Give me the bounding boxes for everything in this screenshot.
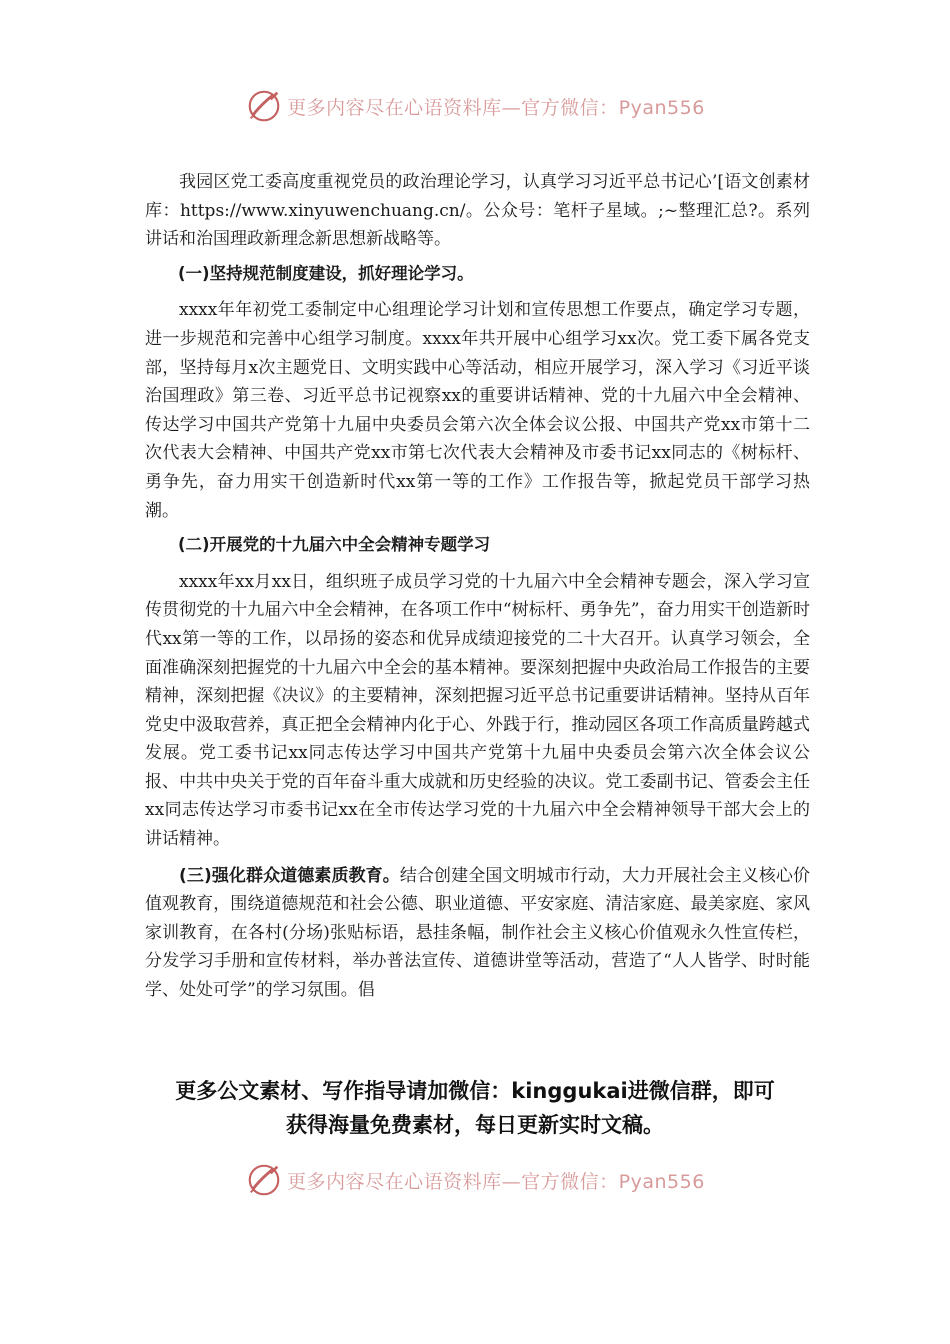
section1-paragraph: xxxx年年初党工委制定中心组理论学习计划和宣传思想工作要点，确定学习专题，进一步规范和完善中心组学习制度。xxxx年共开展中心组学习xx次。党工委下属各党支部，坚持每月x次主题党日、文明实践中心等活动，相应开展学习，深入学习《习近平谈治国理政》第三卷、习近平总书记视察xx的重要讲话精神、党的十九届六中全会精神、传达学习中国共产党第十九届中央委员会第六次全体会议公报、中国共产党xx市第十二次代表大会精神、中国共产党xx市第七次代表大会精神及市委书记xx同志的《树标杆、勇争先，奋力用实干创造新时代xx第一等的工作》工作报告等，掀起党员干部学习热潮。: [145, 300, 810, 521]
section3-heading: (三)强化群众道德素质教育。: [179, 865, 400, 886]
document-body: [145, 168, 810, 1005]
section3-paragraph: [145, 862, 810, 1005]
intro-paragraph: 我园区党工委高度重视党员的政治理论学习，认真学习习近平总书记心’[语文创素材库：https://www.xinyuwenchuang.cn/。公众号：笔杆子星域。;~整理汇总?。系列讲话和治国理政新理念新思想新战略等。: [145, 172, 810, 250]
pen-logo-icon: [245, 1161, 283, 1199]
promo-notice: [120, 1074, 830, 1142]
pen-logo-icon: [245, 87, 283, 125]
promo-line-1: 更多公文素材、写作指导请加微信：kinggukai进微信群，即可: [175, 1079, 775, 1103]
watermark-label: 更多内容尽在心语资料库—官方微信：: [287, 96, 619, 119]
watermark-label: 更多内容尽在心语资料库—官方微信：: [287, 1170, 619, 1193]
watermark-wechat-id: Pyan556: [618, 96, 705, 119]
watermark-text: [287, 93, 705, 120]
promo-line-2: 获得海量免费素材，每日更新实时文稿。: [286, 1113, 664, 1137]
watermark-text: [287, 1167, 705, 1194]
section2-paragraph: xxxx年xx月xx日，组织班子成员学习党的十九届六中全会精神专题会，深入学习宣传贯彻党的十九届六中全会精神，在各项工作中“树标杆、勇争先”，奋力用实干创造新时代xx第一等的工作，以昂扬的姿态和优异成绩迎接党的二十大召开。认真学习领会，全面准确深刻把握党的十九届六中全会的基本精神。要深刻把握中央政治局工作报告的主要精神，深刻把握《决议》的主要精神，深刻把握习近平总书记重要讲话精神。坚持从百年党史中汲取营养，真正把全会精神内化于心、外践于行，推动园区各项工作高质量跨越式发展。党工委书记xx同志传达学习中国共产党第十九届中央委员会第六次全体会议公报、中共中央关于党的百年奋斗重大成就和历史经验的决议。党工委副书记、管委会主任xx同志传达学习市委书记xx在全市传达学习党的十九届六中全会精神领导干部大会上的讲话精神。: [145, 571, 810, 850]
section3-body: 结合创建全国文明城市行动，大力开展社会主义核心价值观教育，围绕道德规范和社会公德、职业道德、平安家庭、清洁家庭、最美家庭、家风家训教育，在各村(分场)张贴标语，悬挂条幅，制作社会主义核心价值观永久性宣传栏，分发学习手册和宣传材料，举办普法宣传、道德讲堂等活动，营造了“人人皆学、时时能学、处处可学”的学习氛围。倡: [145, 865, 811, 1001]
footer-watermark: [0, 1158, 950, 1202]
section2-heading: (二)开展党的十九届六中全会精神专题学习: [178, 535, 491, 555]
header-watermark: [0, 84, 950, 128]
section1-heading: (一)坚持规范制度建设，抓好理论学习。: [178, 263, 474, 283]
watermark-wechat-id: Pyan556: [618, 1170, 705, 1193]
